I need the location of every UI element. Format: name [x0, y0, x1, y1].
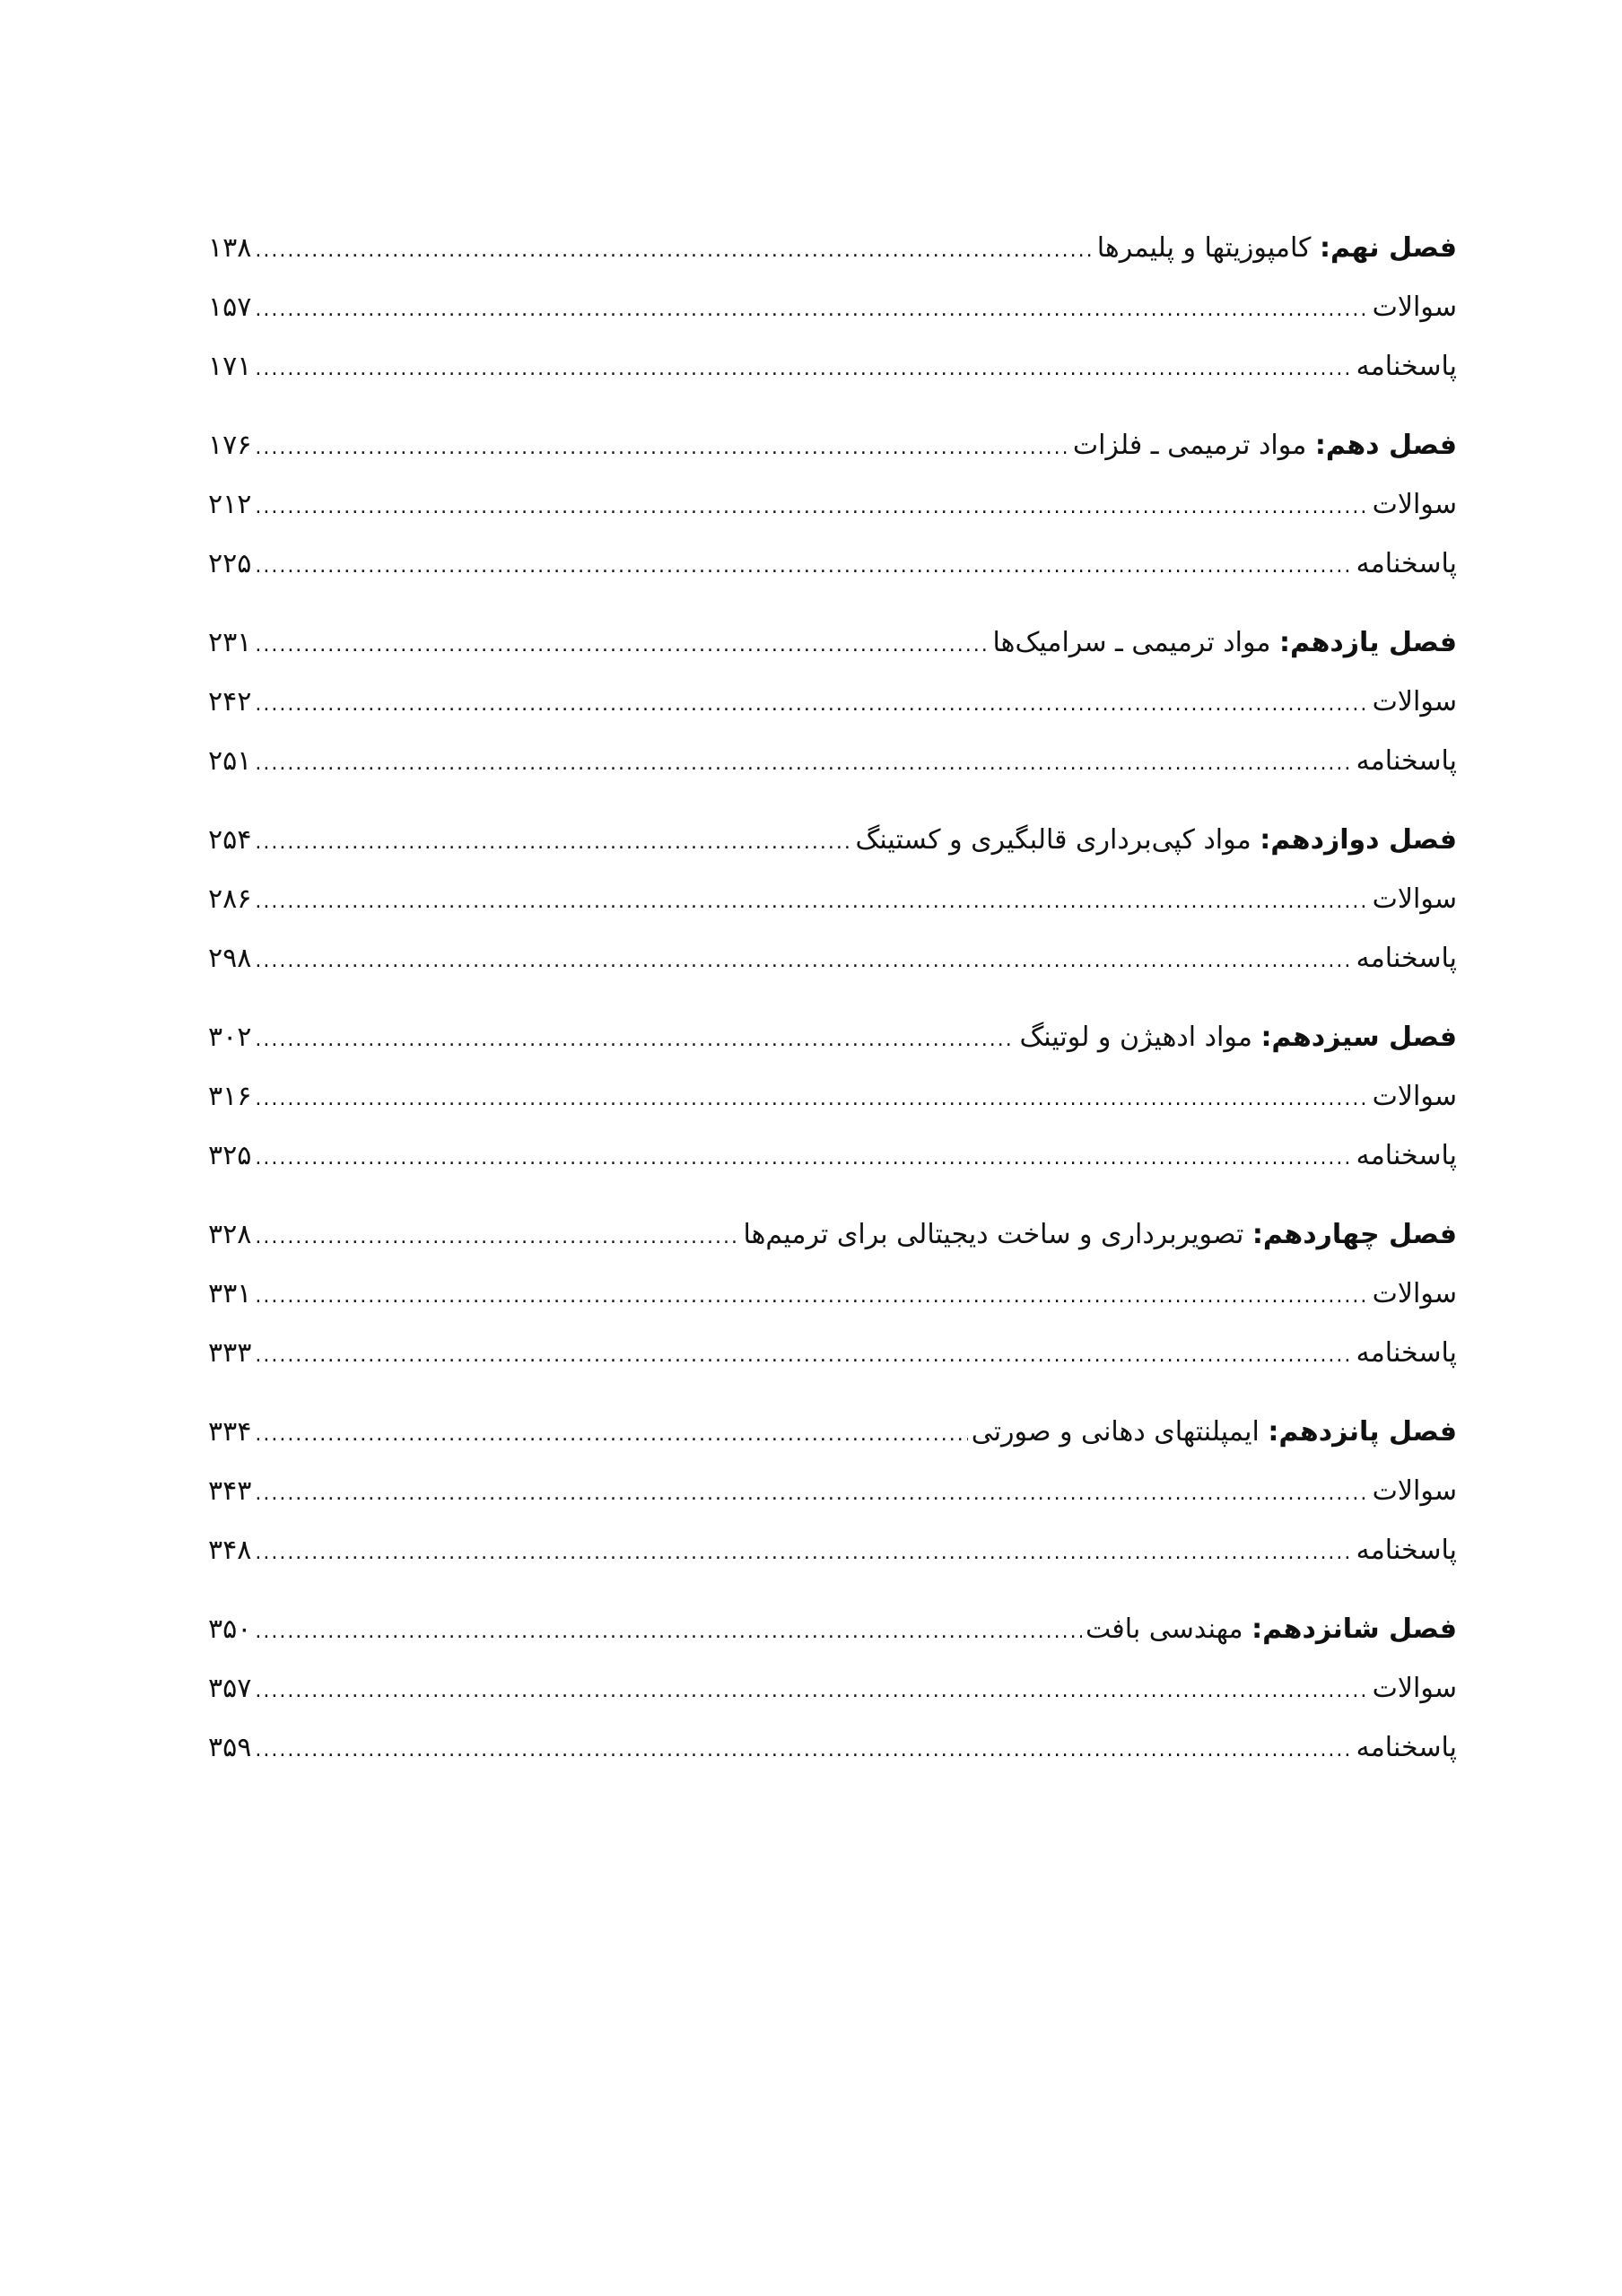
dot-leader	[255, 544, 1352, 589]
chapter-title	[856, 818, 1457, 863]
toc-chapter-group	[208, 1213, 1457, 1410]
toc-answers-entry[interactable]	[208, 1134, 1457, 1193]
chapter-title	[1097, 226, 1457, 271]
dot-leader	[255, 1669, 1368, 1714]
dot-leader	[255, 742, 1352, 787]
toc-questions-entry[interactable]	[208, 285, 1457, 344]
page-number: ۲۳۱	[208, 627, 252, 658]
page-number: ۳۵۹	[208, 1732, 252, 1763]
chapter-name: مواد ترمیمی ـ فلزات	[1072, 430, 1315, 461]
dot-leader	[255, 288, 1368, 333]
dot-leader	[255, 347, 1352, 392]
toc-chapter-entry[interactable]	[208, 1213, 1457, 1272]
page-number: ۳۲۸	[208, 1219, 252, 1250]
page-number: ۱۳۸	[208, 232, 252, 264]
dot-leader	[255, 939, 1352, 984]
page-number: ۲۱۲	[208, 489, 252, 520]
questions-label: سوالات	[1372, 883, 1457, 915]
dot-leader	[255, 1077, 1368, 1122]
dot-leader	[255, 1728, 1352, 1773]
questions-label: سوالات	[1372, 1475, 1457, 1507]
chapter-name: کامپوزیتها و پلیمرها	[1096, 232, 1320, 264]
answers-label: پاسخنامه	[1356, 1535, 1457, 1566]
toc-questions-entry[interactable]	[208, 1666, 1457, 1726]
questions-label: سوالات	[1372, 489, 1457, 520]
toc-answers-entry[interactable]	[208, 936, 1457, 996]
chapter-prefix: فصل چهاردهم:	[1251, 1219, 1457, 1250]
chapter-prefix: فصل دهم:	[1314, 430, 1457, 461]
chapter-prefix: فصل نهم:	[1319, 232, 1457, 264]
answers-label: پاسخنامه	[1356, 351, 1457, 382]
page-number: ۳۵۰	[208, 1613, 252, 1645]
chapter-name: مواد ترمیمی ـ سرامیک‌ها	[992, 627, 1280, 658]
questions-label: سوالات	[1372, 291, 1457, 323]
chapter-name: ایمپلنتهای دهانی و صورتی	[971, 1416, 1269, 1448]
toc-answers-entry[interactable]	[208, 739, 1457, 798]
dot-leader	[255, 623, 989, 668]
dot-leader	[255, 1274, 1368, 1319]
dot-leader	[255, 1334, 1352, 1378]
page-number: ۲۸۶	[208, 883, 252, 915]
dot-leader	[255, 1215, 739, 1260]
page-number: ۳۴۳	[208, 1475, 252, 1507]
toc-answers-entry[interactable]	[208, 1331, 1457, 1390]
dot-leader	[255, 1531, 1352, 1576]
dot-leader	[255, 1472, 1368, 1517]
page-number: ۳۰۲	[208, 1022, 252, 1053]
chapter-prefix: فصل پانزدهم:	[1268, 1416, 1457, 1448]
dot-leader	[255, 683, 1368, 727]
page-number: ۳۳۴	[208, 1416, 252, 1448]
chapter-prefix: فصل دوازدهم:	[1260, 824, 1457, 856]
answers-label: پاسخنامه	[1356, 548, 1457, 579]
chapter-name: مواد کپی‌برداری قالبگیری و کستینگ	[855, 824, 1260, 856]
dot-leader	[255, 821, 851, 865]
page-number: ۲۵۱	[208, 745, 252, 777]
toc-answers-entry[interactable]	[208, 542, 1457, 601]
page-number: ۳۵۷	[208, 1673, 252, 1704]
toc-chapter-group	[208, 818, 1457, 1015]
chapter-title	[972, 1410, 1457, 1455]
toc-chapter-entry[interactable]	[208, 1607, 1457, 1666]
dot-leader	[255, 1018, 1016, 1063]
page-number: ۳۱۶	[208, 1081, 252, 1112]
page-number: ۲۲۵	[208, 548, 252, 579]
dot-leader	[255, 880, 1368, 925]
chapter-title	[1086, 1607, 1457, 1652]
dot-leader	[255, 426, 1069, 471]
toc-chapter-entry[interactable]	[208, 226, 1457, 285]
chapter-title	[1073, 423, 1457, 468]
toc-chapter-entry[interactable]	[208, 818, 1457, 877]
page-number: ۳۳۱	[208, 1278, 252, 1309]
dot-leader	[255, 485, 1368, 530]
toc-questions-entry[interactable]	[208, 1272, 1457, 1331]
questions-label: سوالات	[1372, 1673, 1457, 1704]
toc-chapter-group	[208, 1607, 1457, 1805]
toc-chapter-group	[208, 1410, 1457, 1607]
page-number: ۱۷۱	[208, 351, 252, 382]
toc-chapter-entry[interactable]	[208, 1015, 1457, 1074]
toc-chapter-entry[interactable]	[208, 621, 1457, 680]
table-of-contents	[208, 226, 1457, 1805]
chapter-title	[743, 1213, 1457, 1257]
page-number: ۳۲۵	[208, 1140, 252, 1171]
page-number: ۱۷۶	[208, 430, 252, 461]
dot-leader	[255, 1413, 967, 1457]
questions-label: سوالات	[1372, 686, 1457, 718]
toc-chapter-group	[208, 1015, 1457, 1213]
toc-answers-entry[interactable]	[208, 1528, 1457, 1587]
toc-answers-entry[interactable]	[208, 1726, 1457, 1785]
answers-label: پاسخنامه	[1356, 745, 1457, 777]
toc-chapter-group	[208, 423, 1457, 621]
toc-questions-entry[interactable]	[208, 877, 1457, 936]
page-number: ۲۹۸	[208, 943, 252, 974]
toc-answers-entry[interactable]	[208, 344, 1457, 404]
page-number: ۳۳۳	[208, 1337, 252, 1369]
chapter-name: تصویربرداری و ساخت دیجیتالی برای ترمیم‌ها	[743, 1219, 1252, 1250]
page-number: ۱۵۷	[208, 291, 252, 323]
toc-chapter-entry[interactable]	[208, 1410, 1457, 1469]
answers-label: پاسخنامه	[1356, 943, 1457, 974]
page-number: ۲۴۲	[208, 686, 252, 718]
questions-label: سوالات	[1372, 1278, 1457, 1309]
toc-questions-entry[interactable]	[208, 1074, 1457, 1134]
dot-leader	[255, 1136, 1352, 1181]
dot-leader	[255, 1610, 1082, 1655]
toc-chapter-group	[208, 226, 1457, 423]
chapter-prefix: فصل سیزدهم:	[1260, 1022, 1457, 1053]
chapter-title	[1019, 1015, 1457, 1060]
toc-chapter-group	[208, 621, 1457, 818]
page-number: ۲۵۴	[208, 824, 252, 856]
answers-label: پاسخنامه	[1356, 1337, 1457, 1369]
chapter-name: مواد ادهیژن و لوتینگ	[1019, 1022, 1261, 1053]
toc-chapter-entry[interactable]	[208, 423, 1457, 483]
chapter-prefix: فصل شانزدهم:	[1251, 1613, 1457, 1645]
page-number: ۳۴۸	[208, 1535, 252, 1566]
answers-label: پاسخنامه	[1356, 1732, 1457, 1763]
chapter-name: مهندسی بافت	[1085, 1613, 1252, 1645]
questions-label: سوالات	[1372, 1081, 1457, 1112]
toc-questions-entry[interactable]	[208, 680, 1457, 739]
answers-label: پاسخنامه	[1356, 1140, 1457, 1171]
toc-questions-entry[interactable]	[208, 1469, 1457, 1528]
toc-questions-entry[interactable]	[208, 483, 1457, 542]
dot-leader	[255, 229, 1093, 274]
chapter-prefix: فصل یازدهم:	[1279, 627, 1457, 658]
chapter-title	[993, 621, 1457, 665]
